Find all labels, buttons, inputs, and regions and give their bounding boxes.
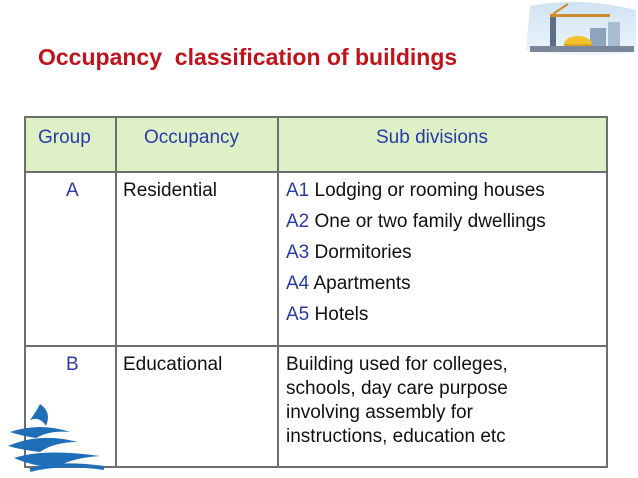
slide-title: Occupancy classification of buildings [38,44,458,70]
description-line: Building used for colleges, [286,354,508,375]
group-a: A [66,180,79,201]
construction-scene-icon [520,0,638,58]
occupancy-residential: Residential [123,180,217,201]
group-b: B [66,354,79,375]
column-divider [277,118,279,466]
header-occupancy: Occupancy [144,127,240,148]
description-line: schools, day care purpose [286,378,508,399]
subdivision-code: A4 [286,273,310,294]
subdivision-code: A2 [286,211,310,232]
subdivision-item [286,211,546,233]
header-divider [26,171,606,173]
occupancy-table [24,116,608,468]
subdivision-item [286,180,545,202]
subdivision-item [286,304,368,326]
subdivision-item [286,273,411,295]
header-subdivisions: Sub divisions [376,127,488,148]
subdivision-text: One or two family dwellings [314,211,546,232]
row-divider [26,345,606,347]
subdivision-code: A1 [286,180,310,201]
subdivision-item [286,242,412,264]
description-line: instructions, education etc [286,426,506,447]
subdivision-text: Lodging or rooming houses [314,180,545,201]
subdivision-text: Apartments [313,273,411,294]
occupancy-educational: Educational [123,354,223,375]
subdivision-code: A3 [286,242,310,263]
institution-logo-icon [0,398,110,478]
subdivision-code: A5 [286,304,310,325]
header-group: Group [38,127,91,148]
column-divider [115,118,117,466]
subdivision-text: Dormitories [314,242,412,263]
table-header-row [26,118,606,171]
description-line: involving assembly for [286,402,473,423]
subdivision-text: Hotels [314,304,369,325]
